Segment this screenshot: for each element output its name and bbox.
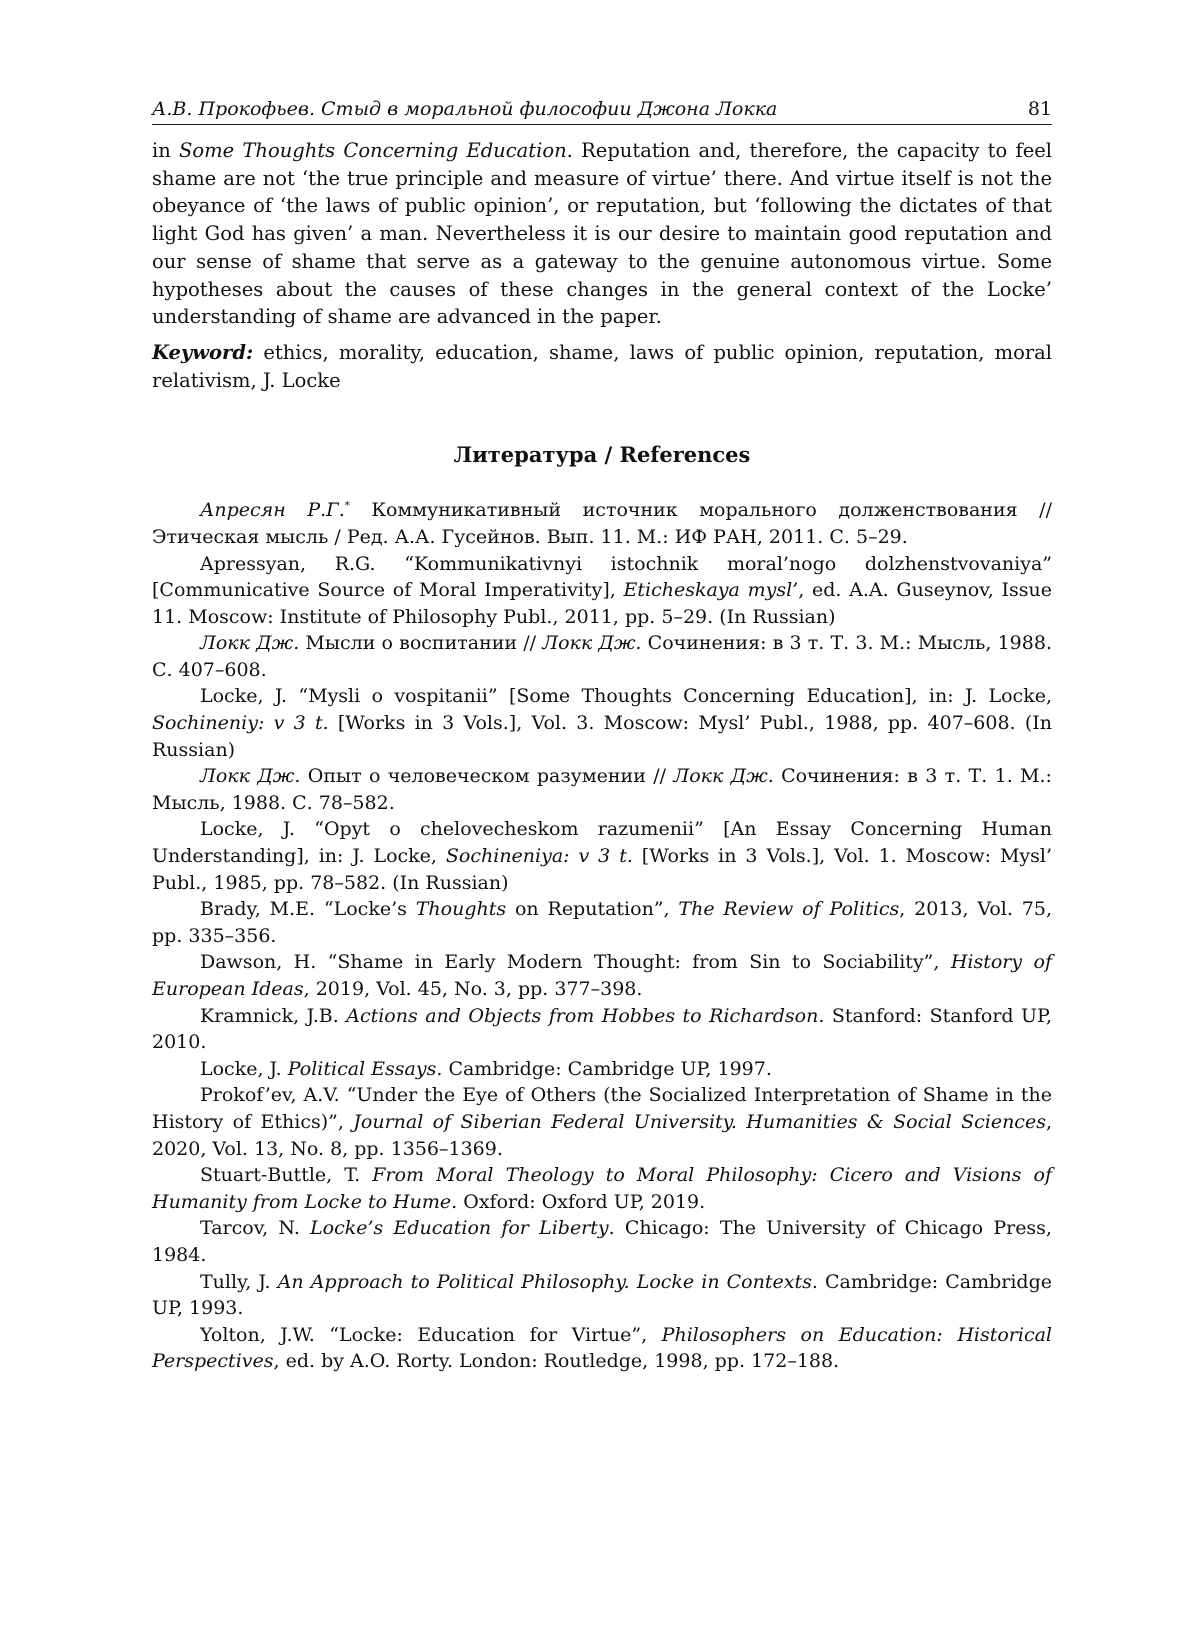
reference-item xyxy=(152,949,1052,1002)
abstract-text: . Reputation and, therefore, the capacity to feel shame are not ‘the true principle and measure of virtue’ there. And virtue itself is not the obeyance of ‘the laws of public opinion’, or reputation, but ‘following the dictates of that light God has given’ a man. Nevertheless it is our desire to maintain good reputation and our sense of shame that serve as a gateway to the genuine autonomous virtue. Some hypotheses about the causes of these changes in the general context of the Locke’ understanding of shame are advanced in the paper. xyxy=(152,139,1053,329)
ref-text: Мысли о воспитании // xyxy=(299,632,543,655)
ref-text: Tully, J. xyxy=(200,1270,278,1293)
ref-text: , ed. A.A. Guseynov, Issue 11. Moscow: Institute of Philosophy Publ., 2011, pp. 5–29. (In Russian) xyxy=(152,579,1052,628)
ref-title: Locke’s Education for Liberty xyxy=(310,1217,609,1240)
abstract-text-start: in xyxy=(152,139,171,162)
ref-text: Коммуникативный источник морального долженствования // Этическая мысль / Ред. А.А. Гусейнов. Вып. 11. М.: ИФ РАН, 2011. С. 5–29. xyxy=(152,499,1052,548)
abstract-paragraph xyxy=(152,137,1052,331)
abstract xyxy=(152,137,1052,331)
ref-title: Actions and Objects from Hobbes to Richardson. xyxy=(346,1004,825,1027)
ref-author: Локк Дж. xyxy=(200,632,300,655)
page-number: 81 xyxy=(1027,98,1052,120)
ref-title: Political Essays. xyxy=(287,1057,443,1080)
reference-item xyxy=(152,630,1052,683)
ref-source: History of European Ideas xyxy=(152,951,1052,1001)
ref-source: Sochineniy: v 3 t. xyxy=(152,712,329,735)
ref-text: , ed. by A.O. Rorty. London: Routledge, 1998, pp. 172–188. xyxy=(273,1350,840,1373)
ref-text: Опыт о человеческом разумении // xyxy=(300,765,674,788)
ref-source: Journal of Siberian Federal University. Humanities & Social Sciences xyxy=(353,1110,1046,1133)
footnote-mark: * xyxy=(344,501,350,512)
ref-text: on Reputation”, xyxy=(506,898,679,921)
ref-text: Locke, J. “Opyt o chelovecheskom razumenii” [An Essay Concerning Human Understanding], in: J. Locke, xyxy=(152,818,1052,868)
keywords-label: Keyword: xyxy=(152,340,254,364)
ref-text: [Works in 3 Vols.], Vol. 3. Moscow: Mysl’ Publ., 1988, pp. 407–608. (In Russian) xyxy=(152,712,1052,761)
ref-text: Locke, J. “Mysli o vospitanii” [Some Thoughts Concerning Education], in: J. Locke, xyxy=(200,685,1052,708)
ref-text: , 2019, Vol. 45, No. 3, pp. 377–398. xyxy=(303,978,643,1001)
ref-text: . Oxford: Oxford UP, 2019. xyxy=(451,1190,706,1213)
ref-text: Stuart-Buttle, T. xyxy=(200,1164,373,1187)
ref-text: Stanford: Stanford UP, 2010. xyxy=(152,1004,1053,1054)
reference-item xyxy=(152,1082,1052,1162)
running-title: А.В. Прокофьев. Стыд в моральной философии Джона Локка xyxy=(152,98,778,120)
reference-item xyxy=(152,1322,1052,1375)
ref-text: Cambridge: Cambridge UP, 1993. xyxy=(152,1270,1053,1320)
ref-author: Локк Дж. xyxy=(200,765,301,788)
ref-title: Thoughts xyxy=(415,898,507,921)
ref-text: Locke, J. xyxy=(200,1057,288,1080)
reference-item xyxy=(152,1269,1052,1322)
ref-text: Tarcov, N. xyxy=(200,1217,311,1240)
ref-text: Yolton, J.W. “Locke: Education for Virtue”, xyxy=(200,1323,662,1346)
references-heading: Литература / References xyxy=(453,442,751,468)
reference-item xyxy=(152,816,1052,896)
ref-text: . Chicago: The University of Chicago Press, 1984. xyxy=(152,1217,1052,1266)
ref-text: , 2013, Vol. 75, pp. 335–356. xyxy=(152,898,1052,947)
reference-item xyxy=(152,551,1052,631)
ref-text: Prokof’ev, A.V. “Under the Eye of Others (the Socialized Interpretation of Shame in the History of Ethics)”, xyxy=(152,1084,1052,1133)
running-header xyxy=(152,98,1052,125)
ref-text: Cambridge: Cambridge UP, 1997. xyxy=(442,1057,772,1080)
ref-text: Сочинения: в 3 т. Т. 1. М.: Мысль, 1988. С. 78–582. xyxy=(152,765,1052,814)
keywords-text: ethics, morality, education, shame, laws of public opinion, reputation, moral relativism, J. Locke xyxy=(152,340,1053,392)
ref-author: Локк Дж. xyxy=(542,632,642,655)
references-list xyxy=(152,497,1052,1375)
reference-item xyxy=(152,1056,1052,1083)
ref-text: Dawson, H. “Shame in Early Modern Thought: from Sin to Sociability”, xyxy=(200,951,951,974)
reference-item xyxy=(152,683,1052,763)
ref-text: Сочинения: в 3 т. Т. 3. М.: Мысль, 1988. С. 407–608. xyxy=(152,632,1052,681)
ref-text: , 2020, Vol. 13, No. 8, pp. 1356–1369. xyxy=(152,1110,1052,1160)
reference-item xyxy=(152,896,1052,949)
reference-item xyxy=(152,1003,1052,1056)
ref-source: The Review of Politics xyxy=(678,898,900,921)
reference-item xyxy=(152,1215,1052,1268)
ref-text: Apressyan, R.G. “Kommunikativnyi istochnik moral’nogo dolzhenstvovaniya” [Communicative Source of Moral Imperativity], xyxy=(152,552,1052,602)
ref-title: From Moral Theology to Moral Philosophy: Cicero and Visions of Humanity from Locke to Hume xyxy=(152,1164,1052,1213)
ref-author: Локк Дж. xyxy=(673,765,774,788)
ref-text: Brady, M.E. “Locke’s xyxy=(200,898,416,921)
ref-source: Sochineniya: v 3 t. xyxy=(445,845,633,868)
ref-text: [Works in 3 Vols.], Vol. 1. Moscow: Mysl’ Publ., 1985, pp. 78–582. (In Russian) xyxy=(152,845,1053,894)
ref-text: Kramnick, J.B. xyxy=(200,1004,347,1027)
page xyxy=(152,98,1052,1375)
reference-item xyxy=(152,763,1052,816)
ref-author: Апресян Р.Г. xyxy=(200,499,345,522)
reference-item xyxy=(152,1162,1052,1215)
ref-source: Eticheskaya mysl’ xyxy=(623,579,799,602)
reference-item xyxy=(152,497,1052,550)
keywords xyxy=(152,339,1052,394)
ref-title: An Approach to Political Philosophy. Locke in Contexts. xyxy=(277,1270,818,1293)
abstract-book-title: Some Thoughts Concerning Education xyxy=(179,139,567,162)
ref-source: Philosophers on Education: Historical Perspectives xyxy=(152,1323,1052,1373)
